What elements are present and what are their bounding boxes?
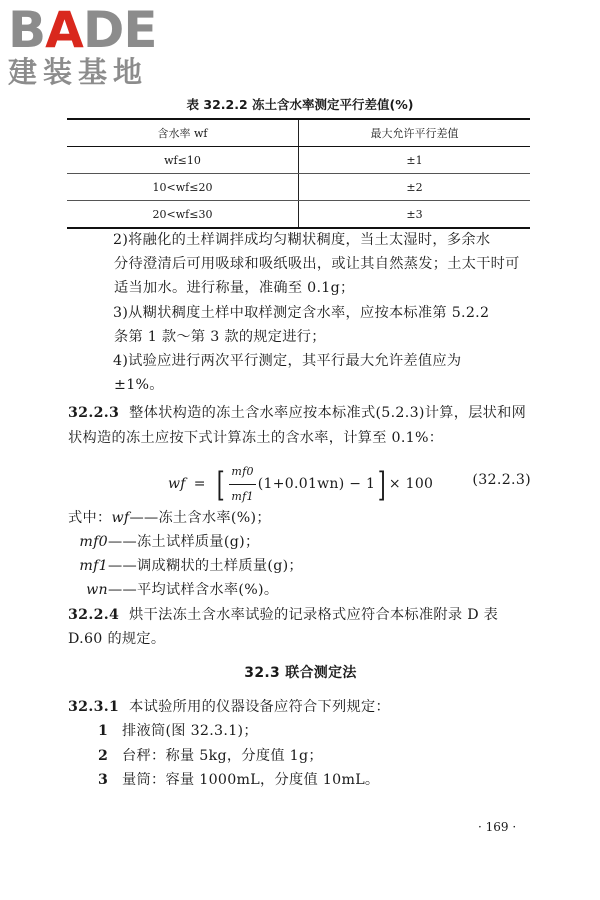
section-number: 32.3.1 [68, 699, 120, 716]
formula-fraction [229, 460, 255, 509]
table-row [67, 147, 530, 174]
table-row [67, 174, 530, 201]
item-text: 分待澄清后可用吸球和吸纸吸出，或让其自然蒸发；土太干时可适当加水。进行称量，准确至 0.1g； [114, 256, 520, 297]
table-cell: 10<wf≤20 [67, 174, 299, 201]
formula-lhs: wf [168, 476, 186, 493]
formula-denominator: mf1 [231, 490, 254, 504]
list-item [68, 301, 533, 349]
def-text: ——平均试样含水率(%)。 [108, 582, 279, 599]
page-number: · 169 · [478, 820, 517, 834]
def-symbol: mf0 [79, 534, 108, 551]
list-text: 排液筒(图 32.3.1)； [122, 723, 258, 740]
section-heading: 32.3 联合测定法 [244, 665, 357, 682]
section-text: 整体状构造的冻土含水率应按本标准式(5.2.3)计算，层状和网状构造的冻土应按下式计算冻土的含水率，计算至 0.1%： [68, 405, 527, 446]
table-cell: wf≤10 [67, 147, 299, 174]
def-text: ——冻土试样质量(g)； [108, 534, 260, 551]
formula-numerator: mf0 [229, 460, 255, 485]
list-item [68, 349, 533, 397]
list-item [68, 228, 533, 301]
table-header: 含水率 wf [67, 119, 299, 147]
section-number: 32.2.3 [68, 405, 120, 422]
table-cell: ±3 [299, 201, 531, 229]
document-body [68, 228, 533, 792]
item-text: 从糊状稠度土样中取样测定含水率，应按本标准第 5.2.2 [128, 304, 490, 321]
list-number: 3 [98, 771, 109, 788]
item-number: 2) [113, 232, 129, 248]
section-text: 烘干法冻土含水率试验的记录格式应符合本标准附录 D 表 D.60 的规定。 [68, 606, 499, 647]
symbol-definitions [68, 506, 533, 603]
section-32-2-3 [68, 401, 533, 449]
table-cell: ±2 [299, 174, 531, 201]
def-symbol: wn [86, 582, 108, 599]
section-32-3-1 [68, 695, 533, 719]
section-text: 本试验所用的仪器设备应符合下列规定： [129, 699, 390, 716]
item-number: 4) [113, 353, 129, 370]
logo-brand: BADE [8, 1, 157, 59]
def-text: ——冻土含水率(%)； [129, 509, 271, 526]
logo-brand-accent: A [45, 1, 83, 59]
list-item [68, 719, 533, 743]
formula-body: (1+0.01wn) − 1 [257, 476, 376, 493]
table-header-row [67, 119, 530, 147]
list-item [68, 744, 533, 768]
list-text: 量筒：容量 1000mL，分度值 10mL。 [122, 771, 380, 788]
table-cell: 20<wf≤30 [67, 201, 299, 229]
def-symbol: mf1 [79, 558, 108, 575]
item-text: 试验应进行两次平行测定，其平行最大允许差值应为 [128, 353, 462, 370]
def-symbol: wf [111, 509, 130, 526]
item-text: 条第 1 款～第 3 款的规定进行； [114, 328, 326, 345]
formula-tail: × 100 [388, 476, 434, 493]
table-row [67, 201, 530, 229]
logo-subtitle: 建装基地 [8, 55, 149, 89]
item-text: 将融化的土样调拌成均匀糊状稠度，当土太湿时，多余水 [128, 232, 491, 248]
formula: wf = [ $\frac{mf0}{mf1}$ (1+0.01wn) − 1 ] × 100 (32.2.3) [68, 456, 533, 502]
table-cell: ±1 [299, 147, 531, 174]
table-title: 表 32.2.2 冻土含水率测定平行差值(%) [186, 97, 414, 112]
list-item [68, 768, 533, 792]
section-number: 32.2.4 [68, 606, 120, 623]
defs-lead: 式中： [68, 509, 112, 526]
item-text: ±1%。 [114, 377, 164, 394]
def-text: ——调成糊状的土样质量(g)； [108, 558, 303, 575]
section-32-2-4 [68, 603, 533, 651]
list-text: 台秤：称量 5kg，分度值 1g； [122, 747, 323, 764]
tolerance-table [67, 118, 530, 229]
list-number: 2 [98, 747, 109, 764]
bade-logo [8, 1, 178, 89]
list-number: 1 [98, 723, 109, 740]
table-header: 最大允许平行差值 [299, 119, 531, 147]
equation-number: (32.2.3) [472, 471, 531, 488]
formula-equals: = [193, 476, 206, 493]
item-number: 3) [113, 304, 129, 321]
